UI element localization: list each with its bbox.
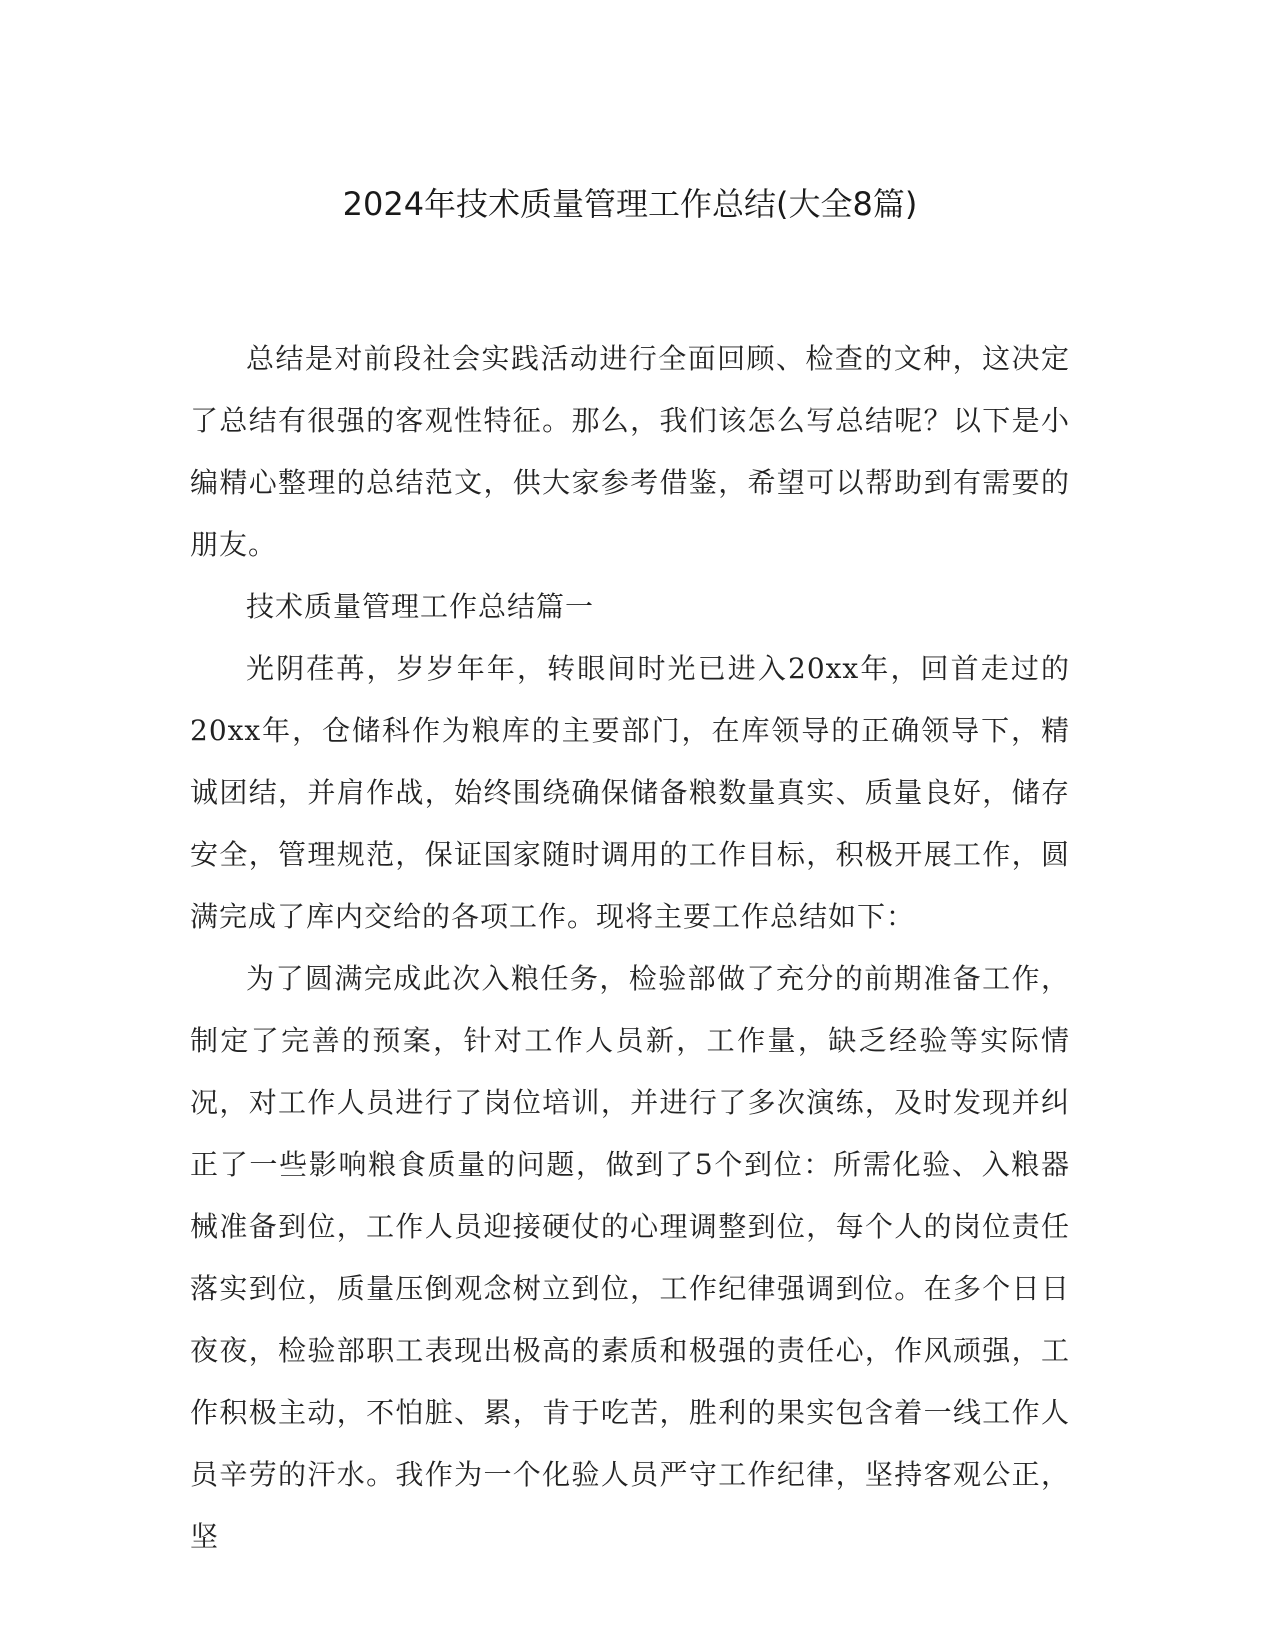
body-paragraph: 光阴荏苒，岁岁年年，转眼间时光已进入20xx年，回首走过的20xx年，仓储科作为粮库的主要部门，在库领导的正确领导下，精诚团结，并肩作战，始终围绕确保储备粮数量真实、质量良好，储存安全，管理规范，保证国家随时调用的工作目标，积极开展工作，圆满完成了库内交给的各项工作。现将主要工作总结如下： xyxy=(190,652,1070,933)
intro-paragraph: 总结是对前段社会实践活动进行全面回顾、检查的文种，这决定了总结有很强的客观性特征。那么，我们该怎么写总结呢？以下是小编精心整理的总结范文，供大家参考借鉴，希望可以帮助到有需要的朋友。 xyxy=(190,342,1070,561)
body-paragraph: 为了圆满完成此次入粮任务，检验部做了充分的前期准备工作，制定了完善的预案，针对工作人员新，工作量，缺乏经验等实际情况，对工作人员进行了岗位培训，并进行了多次演练，及时发现并纠正了一些影响粮食质量的问题，做到了5个到位：所需化验、入粮器械准备到位，工作人员迎接硬仗的心理调整到位，每个人的岗位责任落实到位，质量压倒观念树立到位，工作纪律强调到位。在多个日日夜夜，检验部职工表现出极高的素质和极强的责任心，作风顽强，工作积极主动，不怕脏、累，肯于吃苦，胜利的果实包含着一线工作人员辛劳的汗水。我作为一个化验人员严守工作纪律，坚持客观公正，坚 xyxy=(190,962,1070,1553)
document-body xyxy=(190,328,1070,1568)
section-heading: 技术质量管理工作总结篇一 xyxy=(246,590,595,623)
document-title: 2024年技术质量管理工作总结(大全8篇) xyxy=(342,185,918,223)
